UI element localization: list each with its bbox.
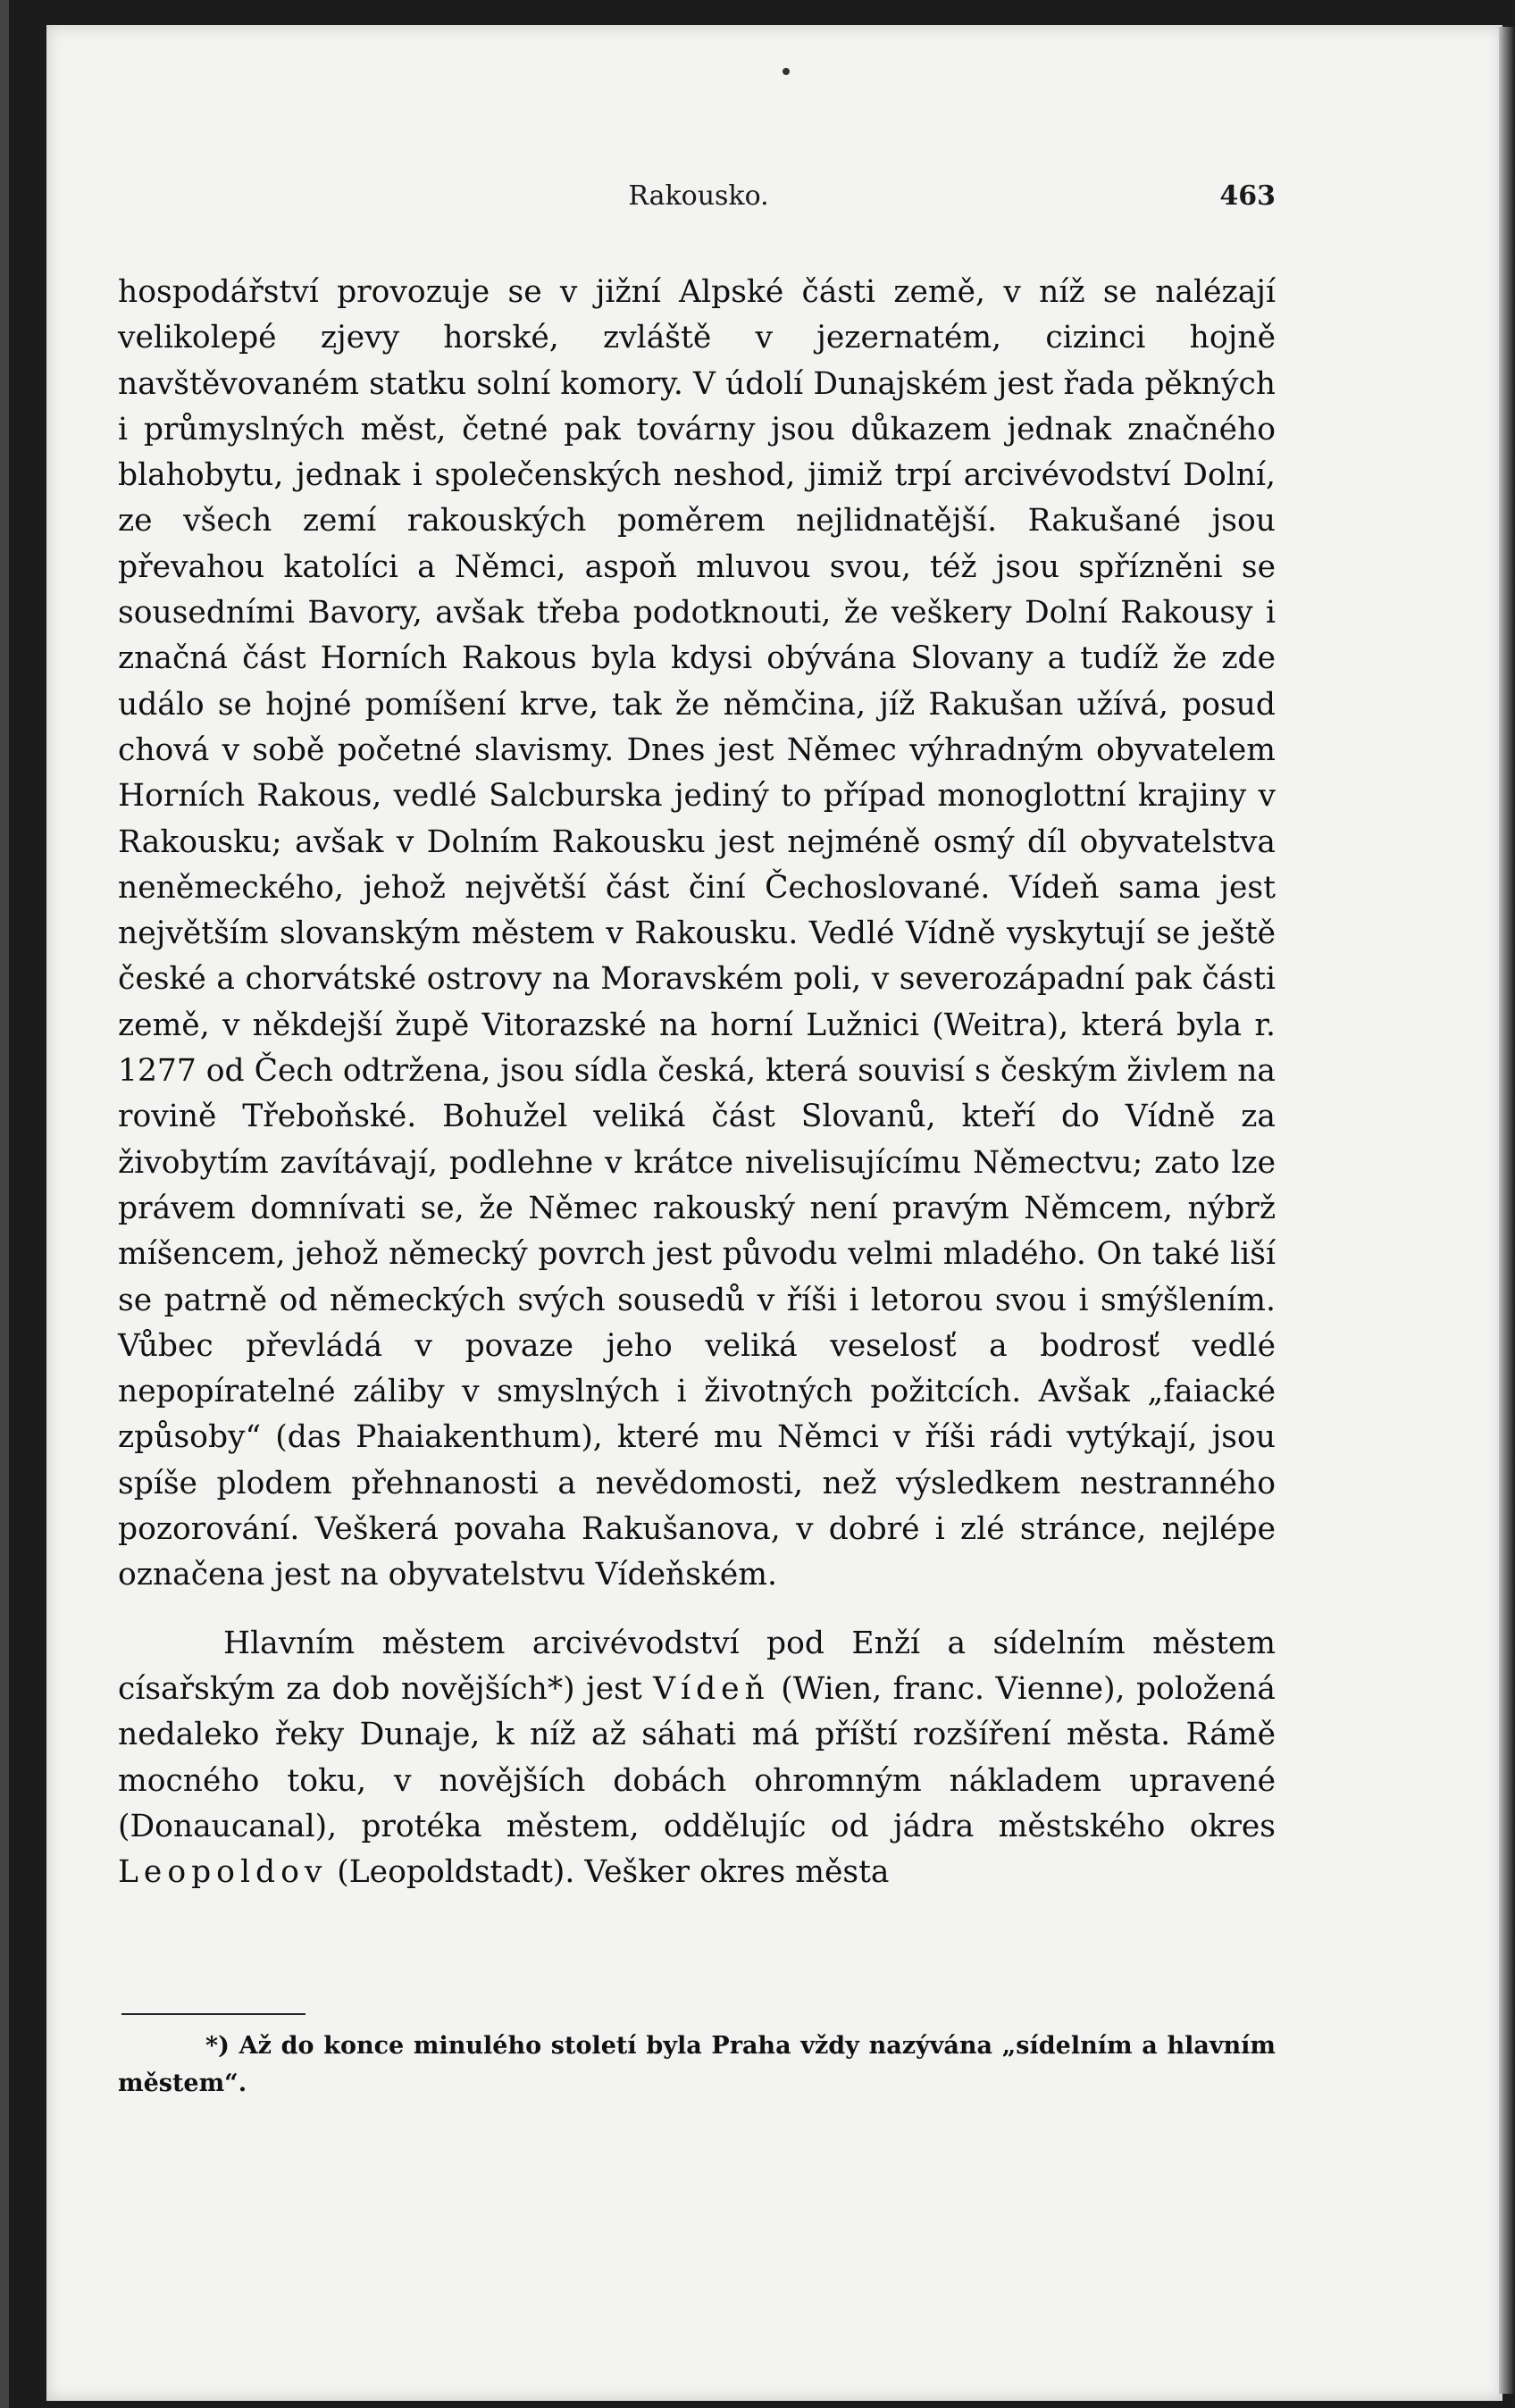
body-text xyxy=(118,270,1276,1895)
spaced-word-leopoldov: Leopoldov xyxy=(118,1854,328,1891)
paragraph-2-part-2: (Wien, franc. Vienne), položená nedaleko řeky Dunaje, k níž až sáhati má příští rozšíření města. Rámě mocného toku, v novějších dobách ohromným nákladem upravené (Donaucanal), protéka městem, oddělujíc od jádra městského okres xyxy=(118,1670,1276,1844)
ink-speck xyxy=(783,68,790,75)
running-title: Rakousko. xyxy=(628,180,769,212)
paragraph-2-part-3: (Leopoldstadt). Vešker okres města xyxy=(327,1854,890,1891)
footnote: *) Až do konce minulého století byla Praha vždy nazývána „sídelním a hlavním městem“. xyxy=(118,2032,1276,2097)
paragraph-1: hospodářství provozuje se v jižní Alpské části země, v níž se nalézají velikolepé zjevy horské, zvláště v jezernatém, cizinci hojně navštěvovaném statku solní komory. V údolí Dunajském jest řada pěkných i průmyslných měst, četné pak továrny jsou důkazem jednak značného blahobytu, jednak i společenských neshod, jimiž trpí arcivévodství Dolní, ze všech zemí rakouských poměrem nejlidnatější. Rakušané jsou převahou katolíci a Němci, aspoň mluvou svou, též jsou spřízněni se sousedními Bavory, avšak třeba podotknouti, že veškery Dolní Rakousy i značná část Horních Rakous byla kdysi obývána Slovany a tudíž že zde událo se hojné pomíšení krve, tak že němčina, jíž Rakušan užívá, posud chová v sobě početné slavismy. Dnes jest Němec výhradným obyvatelem Horních Rakous, vedlé Salcburska jediný to případ monoglottní krajiny v Rakousku; avšak v Dolním Rakousku jest nejméně osmý díl obyvatelstva neněmeckého, jehož největší část činí Čechoslované. Vídeň sama jest největším slovanským městem v Rakousku. Vedlé Vídně vyskytují se ještě české a chorvátské ostrovy na Moravském poli, v severozápadní pak části země, v někdejší župě Vitorazské na horní Lužnici (Weitra), která byla r. 1277 od Čech odtržena, jsou sídla česká, která souvisí s českým živlem na rovině Třeboňské. Bohužel veliká část Slovanů, kteří do Vídně za živobytím zavítávají, podlehne v krátce nivelisujícímu Němectvu; zato lze právem domnívati se, že Němec rakouský není pravým Němcem, nýbrž míšencem, jehož německý povrch jest původu velmi mladého. On také liší se patrně od německých svých sousedů v říši i letorou svou i smýšlením. Vůbec převládá v povaze jeho veliká veselosť a bodrosť vedlé nepopíratelné záliby v smyslných i životných požitcích. Avšak „faiacké způsoby“ (das Phaiakenthum), které mu Němci v říši rádi vytýkají, jsou spíše plodem přehnanosti a nevědomosti, než výsledkem nestranného pozorování. Veškerá povaha Rakušanova, v dobré i zlé stránce, nejlépe označena jest na obyvatelstvu Vídeňském. xyxy=(118,274,1276,1593)
running-header xyxy=(121,180,1276,213)
paragraph-2-part-1: Hlavním městem arcivévodství pod Enží a sídelním městem císařským za dob novějších*) jest xyxy=(118,1625,1276,1707)
paragraph-2 xyxy=(118,1621,1276,1896)
spaced-word-viden: Vídeň xyxy=(653,1670,770,1707)
page-edge-shadow xyxy=(1499,27,1515,2394)
footnote-divider xyxy=(121,2013,306,2015)
book-spine xyxy=(0,0,9,2408)
page-number: 463 xyxy=(1219,180,1276,212)
